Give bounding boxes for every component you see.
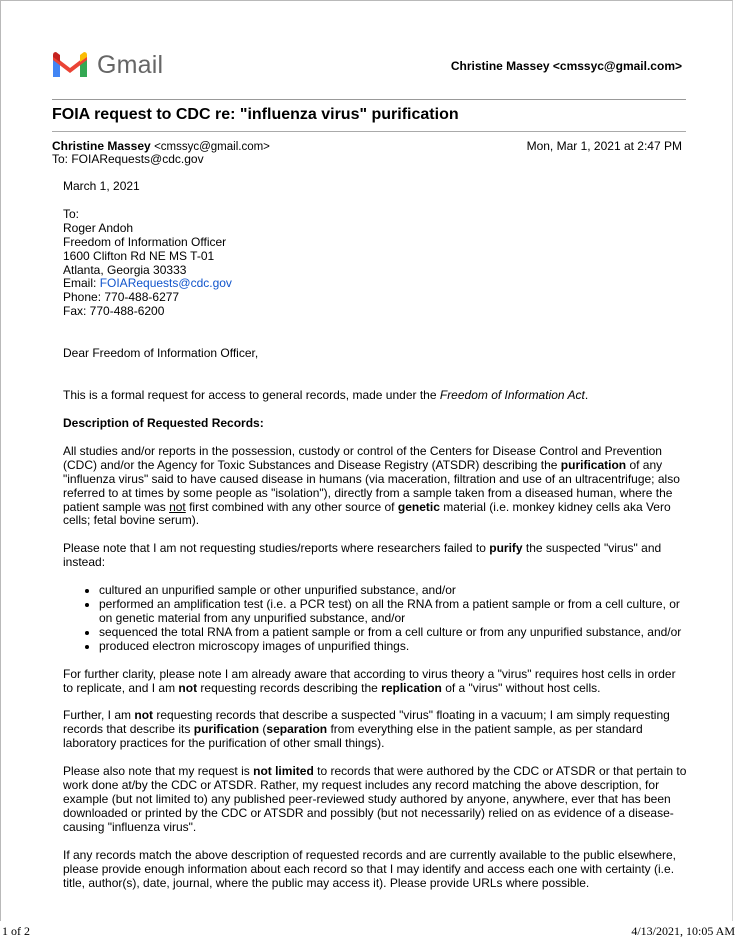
page-number: 1 of 2 — [2, 924, 30, 938]
sender-name: Christine Massey — [52, 139, 151, 153]
paragraph-4: Further, I am not requesting records that describe a suspected "virus" floating in a vacuum; I am simply requesting records that describe its purification (separation from everything else in the patient sample, as per standard laboratory practices for the purification of other small things). — [63, 708, 670, 751]
email-date: Mon, Mar 1, 2021 at 2:47 PM — [526, 139, 682, 153]
subject-divider — [52, 131, 686, 132]
email-link[interactable]: FOIARequests@cdc.gov — [99, 276, 232, 291]
exclusion-list — [63, 584, 688, 654]
address-line-2: Atlanta, Georgia 30333 — [63, 262, 187, 277]
list-item: • cultured an unpurified sample or other unpurified substance, and/or — [99, 584, 688, 598]
account-label: Christine Massey <cmssyc@gmail.com> — [450, 59, 682, 73]
letter-date: March 1, 2021 — [63, 179, 140, 193]
gmail-wordmark: Gmail — [97, 50, 164, 79]
gmail-logo — [51, 49, 163, 81]
paragraph-3: For further clarity, please note I am already aware that according to virus theory a "virus" requires host cells in order to replicate, and I am not requesting records describing the replication of a "virus" without host cells. — [63, 666, 676, 695]
recipient-phone: Phone: 770-488-6277 — [63, 290, 180, 305]
salutation: Dear Freedom of Information Officer, — [63, 346, 259, 361]
sender-address: <cmssyc@gmail.com> — [154, 141, 270, 153]
email-label: Email: — [63, 276, 100, 291]
list-item: • sequenced the total RNA from a patient sample or from a cell culture or from any unpurified substance, and/or — [99, 626, 688, 640]
print-timestamp: 4/13/2021, 10:05 AM — [631, 924, 735, 938]
email-body — [63, 180, 688, 890]
recipient-title: Freedom of Information Officer — [63, 234, 227, 249]
to-label: To: — [63, 206, 80, 221]
address-line-1: 1600 Clifton Rd NE MS T-01 — [63, 248, 215, 263]
intro-paragraph: This is a formal request for access to general records, made under the Freedom of Information Act. — [63, 388, 589, 403]
recipient-name: Roger Andoh — [63, 220, 134, 235]
header-divider — [52, 99, 686, 100]
email-recipient: To: FOIARequests@cdc.gov — [52, 152, 204, 166]
section-heading: Description of Requested Records: — [63, 415, 264, 430]
recipient-fax: Fax: 770-488-6200 — [63, 304, 165, 319]
email-subject: FOIA request to CDC re: "influenza virus" purification — [52, 106, 459, 123]
paragraph-6: If any records match the above description of requested records and are currently available to the public elsewhere, please provide enough information about each record so that I may identify and access each one with certainty (i.e. title, author(s), date, journal, where the public may access it). Please provide URLs where possible. — [63, 847, 677, 890]
paragraph-5: Please also note that my request is not limited to records that were authored by the CDC or ATSDR or that pertain to work done at/by the CDC or ATSDR. Rather, my request includes any record matching the above description, for example (but not limited to) any published peer-reviewed study authored by anyone, anywhere, ever that has been downloaded or printed by the CDC or ATSDR and possibly (but not necessarily) relied on as evidence of a disease-causing "influenza virus". — [63, 764, 687, 834]
paragraph-1: All studies and/or reports in the possession, custody or control of the Centers for Disease Control and Prevention (CDC) and/or the Agency for Toxic Substances and Disease Registry (ATSDR) describing the purification of any "influenza virus" said to have caused disease in humans (via maceration, filtration and use of an ultracentrifuge; also referred to at times by some people as "isolation"), directly from a sample taken from a diseased human, where the patient sample was not first combined with any other source of genetic material (i.e. monkey kidney cells aka Vero cells; fetal bovine serum). — [63, 443, 680, 528]
paragraph-2: Please note that I am not requesting studies/reports where researchers failed to purify the suspected "virus" and instead: — [63, 541, 662, 570]
gmail-m-icon — [51, 51, 89, 79]
list-item: • performed an amplification test (i.e. a PCR test) on all the RNA from a patient sample or from a cell culture, or on genetic material from any unpurified substance, and/or — [99, 598, 688, 626]
sender — [52, 139, 270, 153]
recipient-email — [63, 277, 688, 291]
list-item: • produced electron microscopy images of unpurified things. — [99, 640, 688, 654]
